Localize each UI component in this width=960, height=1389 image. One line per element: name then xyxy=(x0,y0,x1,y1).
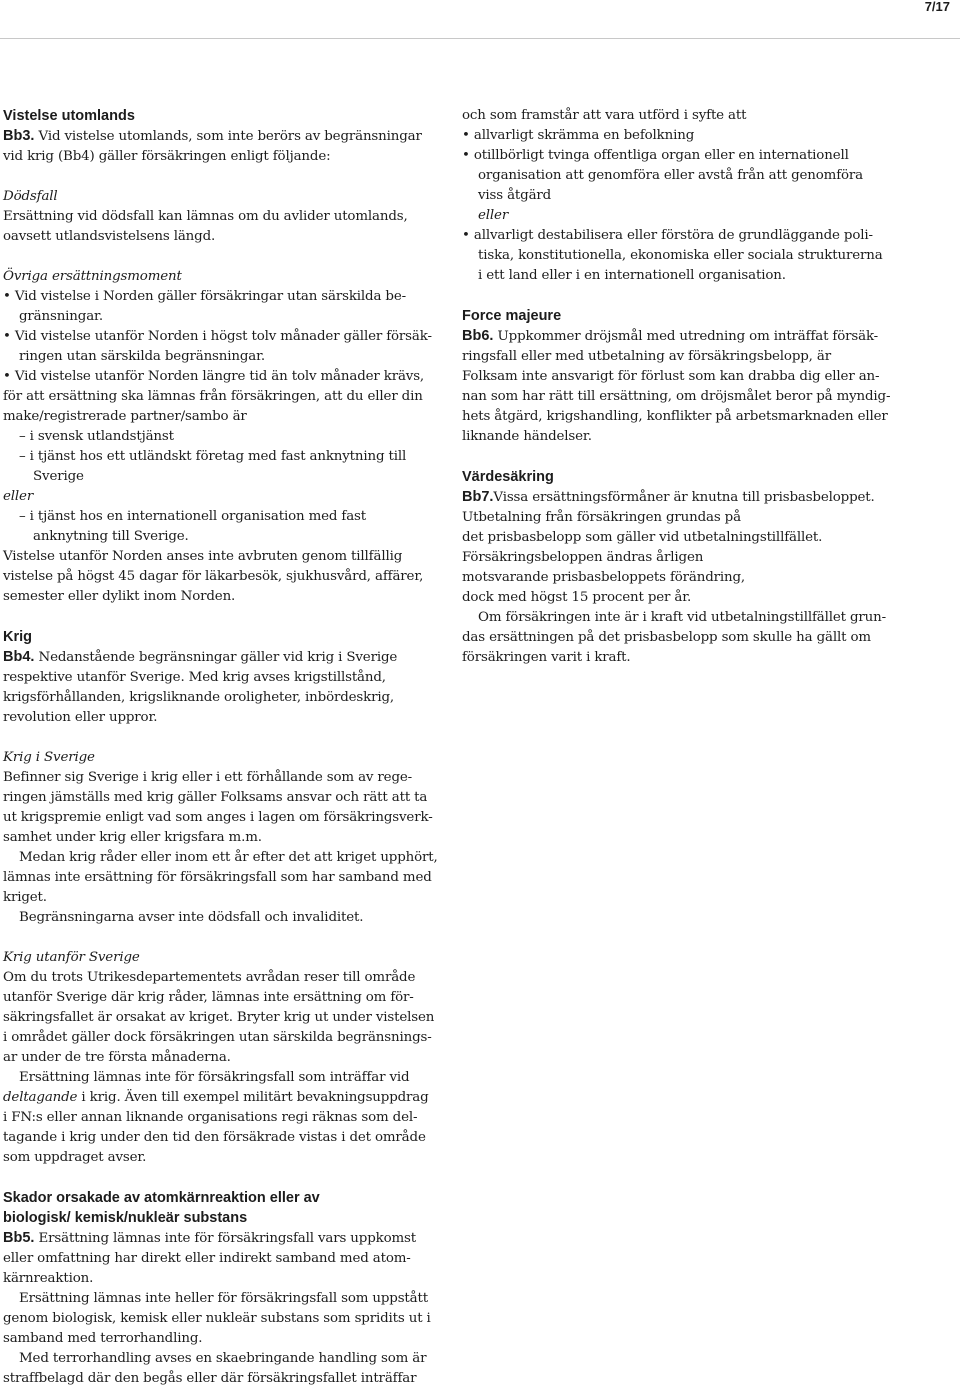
text-line: oavsett utlandsvistelsens längd. xyxy=(3,229,216,244)
text-line: samband med terrorhandling. xyxy=(3,1331,203,1346)
text-line: Utbetalning från försäkringen grundas på xyxy=(462,510,741,525)
paragraph-bb3: Bb3. Vid vistelse utomlands, som inte berörs av begränsningar xyxy=(3,128,422,144)
text-line: Ersättning lämnas inte för försäkringsfall som inträffar vid xyxy=(19,1070,410,1085)
text-line: semester eller dylikt inom Norden. xyxy=(3,589,236,604)
text-line: lämnas inte ersättning för försäkringsfall som har samband med xyxy=(3,870,432,885)
dash-item-cont: anknytning till Sverige. xyxy=(33,529,189,544)
paragraph-bb5: Bb5. Ersättning lämnas inte för försäkringsfall vars uppkomst xyxy=(3,1230,416,1246)
text-line: kriget. xyxy=(3,890,47,905)
dash-item: – i svensk utlandstjänst xyxy=(19,429,174,444)
text-line: Begränsningarna avser inte dödsfall och invaliditet. xyxy=(19,910,364,925)
text-line: och som framstår att vara utförd i syfte att xyxy=(462,108,747,123)
text-line: Folksam inte ansvarigt för förlust som kan drabba dig eller an- xyxy=(462,369,880,384)
subheading-krig-i-sverige: Krig i Sverige xyxy=(3,750,95,765)
subheading-dodsfall: Dödsfall xyxy=(3,189,58,204)
paragraph-bb6: Bb6. Uppkommer dröjsmål med utredning om inträffat försäk- xyxy=(462,328,879,344)
page-header xyxy=(0,0,960,39)
text-line: i området gäller dock försäkringen utan särskilda begränsnings- xyxy=(3,1030,432,1045)
list-item: • otillbörligt tvinga offentliga organ eller en internationell xyxy=(462,148,849,163)
section-heading-krig: Krig xyxy=(3,629,32,645)
list-item: • allvarligt skrämma en befolkning xyxy=(462,128,695,143)
list-item-cont: viss åtgärd xyxy=(478,188,552,203)
text-line: revolution eller uppror. xyxy=(3,710,158,725)
subheading-ovriga: Övriga ersättningsmoment xyxy=(3,269,182,284)
dash-item-cont: Sverige xyxy=(33,469,84,484)
text-line: liknande händelser. xyxy=(462,429,592,444)
text-line: nan som har rätt till ersättning, om dröjsmålet beror på myndig- xyxy=(462,389,891,404)
section-heading-skador: Skador orsakade av atomkärnreaktion eller av xyxy=(3,1190,320,1206)
text-line: Vistelse utanför Norden anses inte avbruten genom tillfällig xyxy=(3,549,403,564)
text-line: Medan krig råder eller inom ett år efter det att kriget upphört, xyxy=(19,850,438,865)
section-heading-vistelse: Vistelse utomlands xyxy=(3,108,135,124)
list-item: • Vid vistelse utanför Norden längre tid än tolv månader krävs, xyxy=(3,369,425,384)
list-item-cont: gränsningar. xyxy=(19,309,103,324)
right-column xyxy=(462,106,902,668)
section-heading-vardesakring: Värdesäkring xyxy=(462,469,554,485)
italic-word: deltagande xyxy=(3,1090,78,1105)
text-line: Om du trots Utrikesdepartementets avrådan reser till område xyxy=(3,970,416,985)
list-item-cont: organisation att genomföra eller avstå från att genomföra xyxy=(478,168,863,183)
text-line: vid krig (Bb4) gäller försäkringen enligt följande: xyxy=(3,149,331,164)
text-line: försäkringen varit i kraft. xyxy=(462,650,631,665)
text-line: ringen jämställs med krig gäller Folksams ansvar och rätt att ta xyxy=(3,790,428,805)
text-line: krigsförhållanden, krigsliknande oroligheter, inbördeskrig, xyxy=(3,690,395,705)
text-line: Ersättning vid dödsfall kan lämnas om du avlider utomlands, xyxy=(3,209,408,224)
clause-code: Bb5. xyxy=(3,1230,35,1246)
text-line: Befinner sig Sverige i krig eller i ett förhållande som av rege- xyxy=(3,770,413,785)
text-line: tagande i krig under den tid den försäkrade vistas i det område xyxy=(3,1130,426,1145)
text-line: säkringsfallet är orsakat av kriget. Bryter krig ut under vistelsen xyxy=(3,1010,435,1025)
text-line: das ersättningen på det prisbasbelopp som skulle ha gällt om xyxy=(462,630,871,645)
section-heading-skador-cont: biologisk/ kemisk/nukleär substans xyxy=(3,1210,248,1226)
text-line: ar under de tre första månaderna. xyxy=(3,1050,231,1065)
text-line: Försäkringsbeloppen ändras årligen xyxy=(462,550,704,565)
text-line: kärnreaktion. xyxy=(3,1271,94,1286)
page-number: 7/17 xyxy=(924,0,950,14)
clause-code: Bb4. xyxy=(3,649,35,665)
text-line: ut krigspremie enligt vad som anges i lagen om försäkringsverk- xyxy=(3,810,433,825)
eller-word: eller xyxy=(478,208,509,223)
section-heading-force-majeure: Force majeure xyxy=(462,308,562,324)
text-line: dock med högst 15 procent per år. xyxy=(462,590,692,605)
list-item-cont: tiska, konstitutionella, ekonomiska eller sociala strukturerna xyxy=(478,248,883,263)
list-item: • allvarligt destabilisera eller förstöra de grundläggande poli- xyxy=(462,228,873,243)
text-line: utanför Sverige där krig råder, lämnas inte ersättning om för- xyxy=(3,990,414,1005)
text-line: respektive utanför Sverige. Med krig avses krigstillstånd, xyxy=(3,670,386,685)
text-line: som uppdraget avser. xyxy=(3,1150,147,1165)
text-line: för att ersättning ska lämnas från försäkringen, att du eller din xyxy=(3,389,423,404)
text-line: i FN:s eller annan liknande organisations regi räknas som del- xyxy=(3,1110,418,1125)
paragraph-bb4: Bb4. Nedanstående begränsningar gäller vid krig i Sverige xyxy=(3,649,398,665)
text-line: deltagande i krig. Även till exempel militärt bevakningsuppdrag xyxy=(3,1090,429,1105)
text-line: Om försäkringen inte är i kraft vid utbetalningstillfället grun- xyxy=(478,610,886,625)
clause-code: Bb3. xyxy=(3,128,35,144)
text-line: Med terrorhandling avses en skaebringande handling som är xyxy=(19,1351,427,1366)
left-column xyxy=(3,106,443,1389)
paragraph-bb7: Bb7.Vissa ersättningsförmåner är knutna till prisbasbeloppet. xyxy=(462,489,875,505)
list-item-cont: i ett land eller i en internationell organisation. xyxy=(478,268,786,283)
list-item: • Vid vistelse i Norden gäller försäkringar utan särskilda be- xyxy=(3,289,406,304)
text-line: Ersättning lämnas inte heller för försäkringsfall som uppstått xyxy=(19,1291,428,1306)
clause-code: Bb7. xyxy=(462,489,494,505)
text-line: ringsfall eller med utbetalning av försäkringsbelopp, är xyxy=(462,349,831,364)
text-line: hets åtgärd, krigshandling, konflikter på arbetsmarknaden eller xyxy=(462,409,888,424)
text-line: samhet under krig eller krigsfara m.m. xyxy=(3,830,262,845)
clause-code: Bb6. xyxy=(462,328,494,344)
text-line: make/registrerade partner/sambo är xyxy=(3,409,247,424)
text-line: straffbelagd där den begås eller där försäkringsfallet inträffar xyxy=(3,1371,417,1386)
eller-word: eller xyxy=(3,489,34,504)
subheading-krig-utanfor: Krig utanför Sverige xyxy=(3,950,140,965)
text-line: vistelse på högst 45 dagar för läkarbesök, sjukhusvård, affärer, xyxy=(3,569,424,584)
list-item: • Vid vistelse utanför Norden i högst tolv månader gäller försäk- xyxy=(3,329,432,344)
text-line: motsvarande prisbasbeloppets förändring, xyxy=(462,570,746,585)
text-line: det prisbasbelopp som gäller vid utbetalningstillfället. xyxy=(462,530,823,545)
text-line: genom biologisk, kemisk eller nukleär substans som spridits ut i xyxy=(3,1311,431,1326)
list-item-cont: ringen utan särskilda begränsningar. xyxy=(19,349,265,364)
dash-item: – i tjänst hos en internationell organisation med fast xyxy=(19,509,367,524)
dash-item: – i tjänst hos ett utländskt företag med fast anknytning till xyxy=(19,449,407,464)
text-line: eller omfattning har direkt eller indirekt samband med atom- xyxy=(3,1251,411,1266)
